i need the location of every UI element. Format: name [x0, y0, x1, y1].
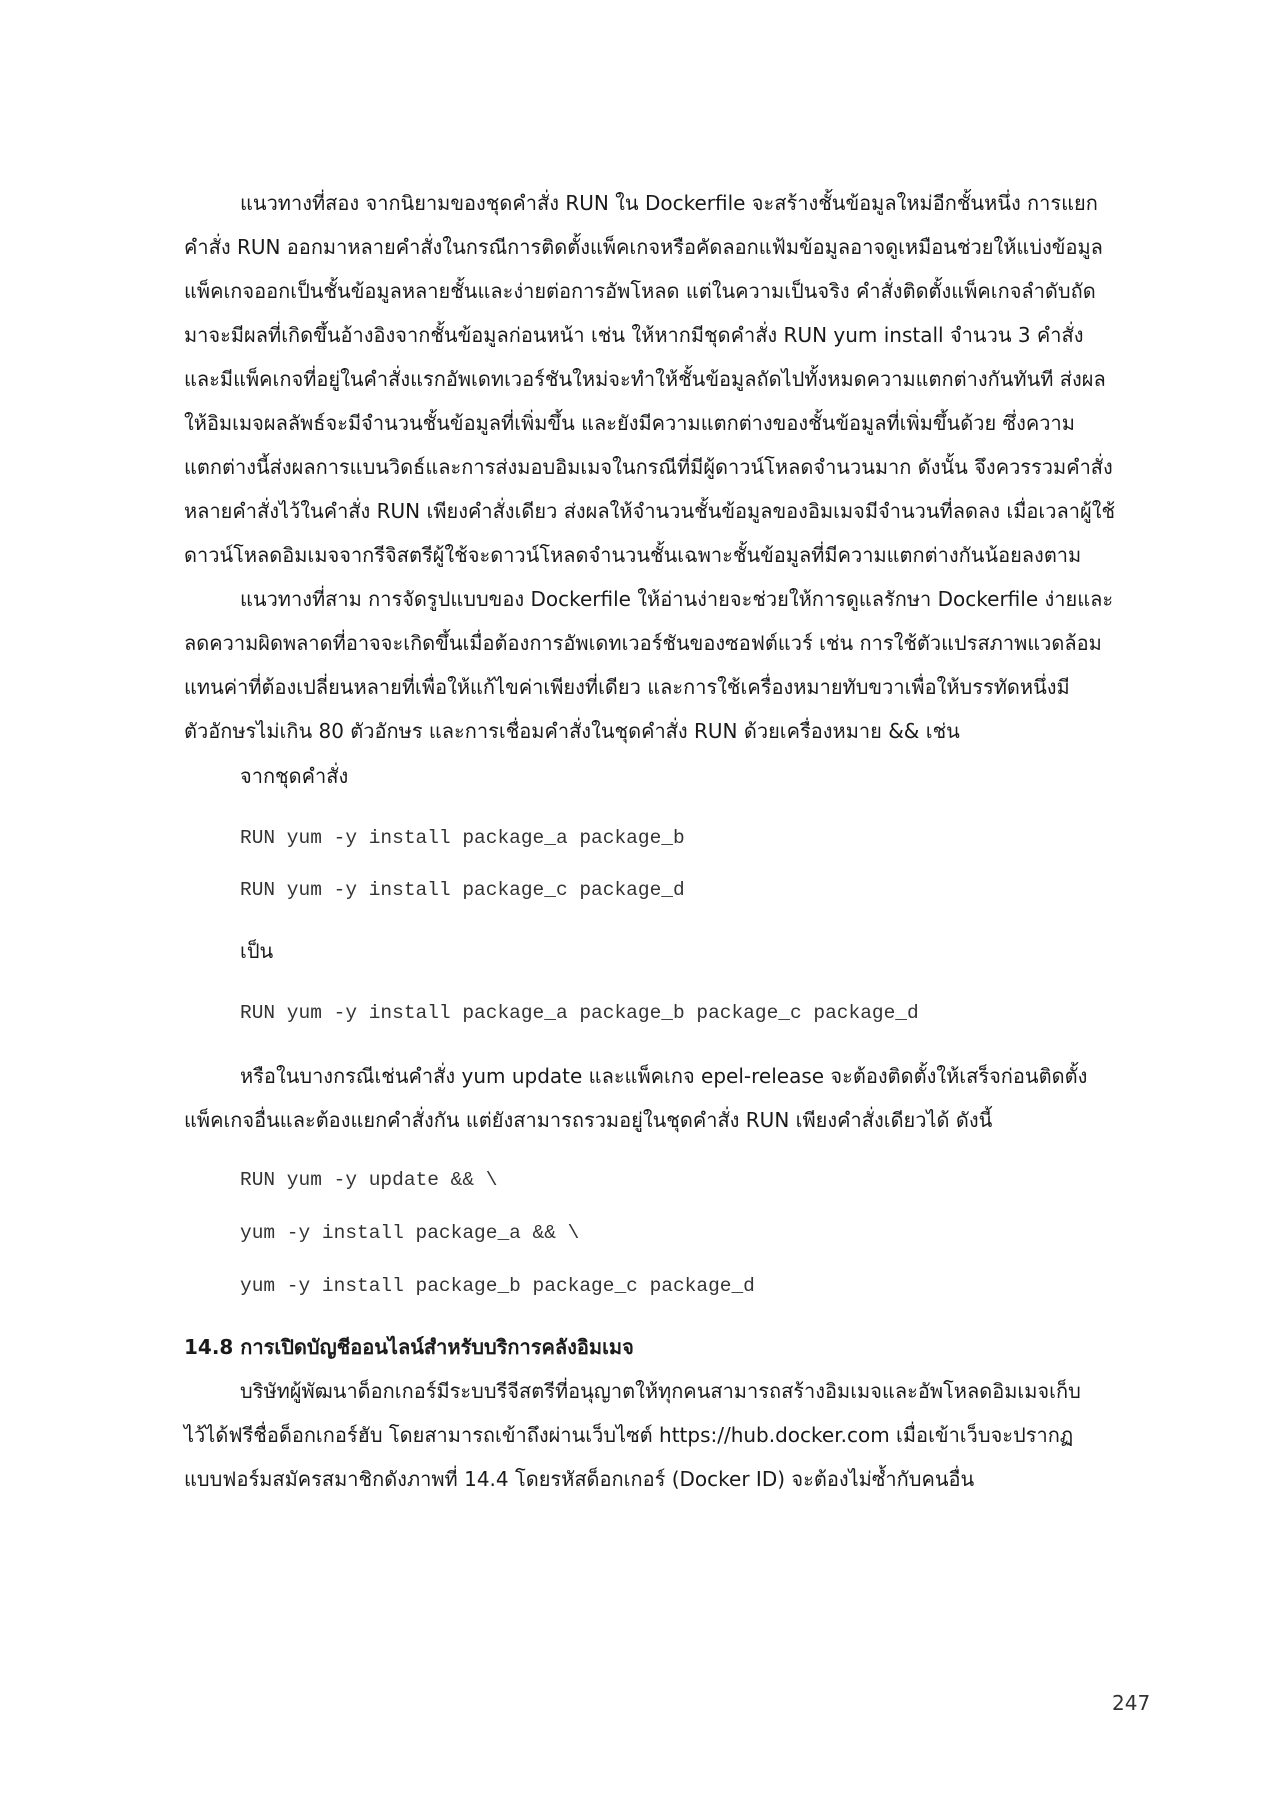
paragraph-line: ให้อิมเมจผลลัพธ์จะมีจำนวนชั้นข้อมูลที่เพิ่มขึ้น และยังมีความแตกต่างของชั้นข้อมูลที่เพิ่มขึ้นด้วย ซึ่งความ: [184, 411, 1075, 435]
paragraph-line: ไว้ได้ฟรีชื่อด็อกเกอร์ฮับ โดยสามารถเข้าถึงผ่านเว็บไซต์ https://hub.docker.com เมื่อเข้าเว็บจะปรากฏ: [184, 1423, 1074, 1447]
page-number: 247: [1112, 1691, 1151, 1715]
code-line: yum -y install package_b package_c package_d: [240, 1275, 755, 1297]
paragraph-line: แนวทางที่สอง จากนิยามของชุดคำสั่ง RUN ใน Dockerfile จะสร้างชั้นข้อมูลใหม่อีกชั้นหนึ่ง การแยก: [240, 191, 1098, 215]
code-line: RUN yum -y install package_a package_b: [240, 827, 685, 849]
paragraph-line: แตกต่างนี้ส่งผลการแบนวิดธ์และการส่งมอบอิมเมจในกรณีที่มีผู้ดาวน์โหลดจำนวนมาก ดังนั้น จึงควรรวมคำสั่ง: [184, 455, 1113, 479]
paragraph-line: บริษัทผู้พัฒนาด็อกเกอร์มีระบบรีจีสตรีที่อนุญาตให้ทุกคนสามารถสร้างอิมเมจและอัพโหลดอิมเมจเก็บ: [240, 1379, 1081, 1403]
code-line: RUN yum -y install package_c package_d: [240, 879, 685, 901]
paragraph-line: คำสั่ง RUN ออกมาหลายคำสั่งในกรณีการติดตั้งแพ็คเกจหรือคัดลอกแฟ้มข้อมูลอาจดูเหมือนช่วยให้แบ่งข้อมูล: [184, 235, 1103, 259]
paragraph-line: หรือในบางกรณีเช่นคำสั่ง yum update และแพ็คเกจ epel-release จะต้องติดตั้งให้เสร็จก่อนติดตั้ง: [240, 1064, 1088, 1088]
paragraph-line: แพ็คเกจออกเป็นชั้นข้อมูลหลายชั้นและง่ายต่อการอัพโหลด แต่ในความเป็นจริง คำสั่งติดตั้งแพ็คเกจลำดับถัด: [184, 279, 1096, 303]
paragraph-line: แนวทางที่สาม การจัดรูปแบบของ Dockerfile ให้อ่านง่ายจะช่วยให้การดูแลรักษา Dockerfile ง่ายและ: [240, 587, 1114, 611]
paragraph-line: แทนค่าที่ต้องเปลี่ยนหลายที่เพื่อให้แก้ไขค่าเพียงที่เดียว และการใช้เครื่องหมายทับขวาเพื่อให้บรรทัดหนึ่งมี: [184, 675, 1070, 699]
code-line: RUN yum -y install package_a package_b package_c package_d: [240, 1002, 919, 1024]
section-heading: 14.8 การเปิดบัญชีออนไลน์สำหรับบริการคลังอิมเมจ: [184, 1335, 634, 1359]
paragraph-line: และมีแพ็คเกจที่อยู่ในคำสั่งแรกอัพเดทเวอร์ชันใหม่จะทำให้ชั้นข้อมูลถัดไปทั้งหมดความแตกต่างกันทันที ส่งผล: [184, 367, 1106, 391]
paragraph-line: แพ็คเกจอื่นและต้องแยกคำสั่งกัน แต่ยังสามารถรวมอยู่ในชุดคำสั่ง RUN เพียงคำสั่งเดียวได้ ดังนี้: [184, 1108, 993, 1132]
to-label: เป็น: [240, 939, 274, 963]
paragraph-line: ลดความผิดพลาดที่อาจจะเกิดขึ้นเมื่อต้องการอัพเดทเวอร์ชันของซอฟต์แวร์ เช่น การใช้ตัวแปรสภาพแวดล้อม: [184, 631, 1102, 655]
code-line: yum -y install package_a && \: [240, 1222, 580, 1244]
paragraph-line: แบบฟอร์มสมัครสมาชิกดังภาพที่ 14.4 โดยรหัสด็อกเกอร์ (Docker ID) จะต้องไม่ซ้ำกับคนอื่น: [184, 1467, 975, 1491]
paragraph-line: มาจะมีผลที่เกิดขึ้นอ้างอิงจากชั้นข้อมูลก่อนหน้า เช่น ให้หากมีชุดคำสั่ง RUN yum install จำนวน 3 คำสั่ง: [184, 323, 1084, 347]
from-label: จากชุดคำสั่ง: [240, 764, 349, 788]
code-line: RUN yum -y update && \: [240, 1169, 498, 1191]
paragraph-line: ดาวน์โหลดอิมเมจจากรีจิสตรีผู้ใช้จะดาวน์โหลดจำนวนชั้นเฉพาะชั้นข้อมูลที่มีความแตกต่างกันน้อยลงตาม: [184, 543, 1082, 567]
paragraph-line: ตัวอักษรไม่เกิน 80 ตัวอักษร และการเชื่อมคำสั่งในชุดคำสั่ง RUN ด้วยเครื่องหมาย && เช่น: [184, 719, 960, 743]
paragraph-line: หลายคำสั่งไว้ในคำสั่ง RUN เพียงคำสั่งเดียว ส่งผลให้จำนวนชั้นข้อมูลของอิมเมจมีจำนวนที่ลดลง เมื่อเวลาผู้ใช้: [184, 499, 1116, 523]
